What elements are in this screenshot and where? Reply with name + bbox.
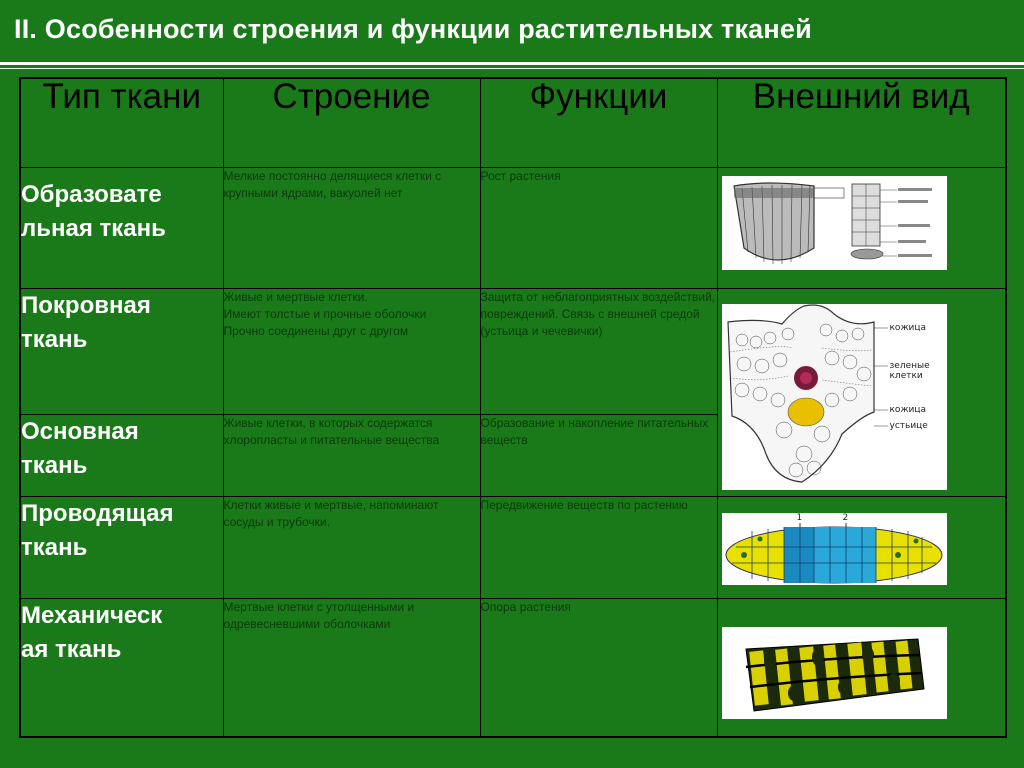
structure-text: Живые и мертвые клетки.	[223, 290, 368, 304]
figure-label: кожица	[889, 405, 927, 415]
table-row	[20, 599, 1006, 738]
structure-text: Клетки живые и мертвые, напоминают сосуды и трубочки.	[223, 498, 439, 529]
structure-cell	[223, 415, 480, 497]
function-text: Образование и накопление питательных веществ	[480, 416, 709, 447]
epidermis-image	[722, 304, 947, 490]
header-functions: Функции	[480, 78, 717, 168]
tissue-type-line: ткань	[21, 534, 88, 561]
table-row	[20, 289, 1006, 415]
structure-text: Прочно соединены друг с другом	[223, 324, 409, 338]
function-cell	[480, 168, 717, 289]
table-row	[20, 168, 1006, 289]
tissue-type-line: Покровная	[21, 292, 151, 319]
table-header-row	[20, 78, 1006, 168]
structure-text: Мертвые клетки с утолщенными и одревесневшими оболочками	[223, 600, 415, 631]
structure-cell	[223, 289, 480, 415]
meristem-image	[722, 176, 947, 270]
structure-cell	[223, 599, 480, 738]
tissue-type	[20, 599, 223, 738]
tissue-type	[20, 415, 223, 497]
tissue-type-line: льная ткань	[21, 215, 166, 242]
tissue-type-line: Основная	[21, 418, 139, 445]
tissue-type-line: ткань	[21, 326, 88, 353]
appearance-cell	[717, 497, 1006, 599]
structure-text: Мелкие постоянно делящиеся клетки с крупными ядрами, вакуолей нет	[223, 169, 442, 200]
tissue-type-line: ая ткань	[21, 636, 122, 663]
title-divider-thin	[0, 68, 1024, 69]
function-text: Рост растения	[480, 169, 561, 183]
title-divider	[0, 62, 1024, 65]
tissue-type-line: ткань	[21, 452, 88, 479]
header-structure: Строение	[223, 78, 480, 168]
function-cell	[480, 599, 717, 738]
appearance-cell	[717, 289, 1006, 497]
appearance-cell	[717, 599, 1006, 738]
figure-label: 1	[796, 513, 803, 523]
table-row	[20, 497, 1006, 599]
conductive-image	[722, 513, 947, 585]
structure-cell	[223, 168, 480, 289]
structure-text: Живые клетки, в которых содержатся хлоропласты и питательные вещества	[223, 416, 440, 447]
structure-cell	[223, 497, 480, 599]
function-cell	[480, 415, 717, 497]
page-title: II. Особенности строения и функции растительных тканей	[14, 13, 812, 44]
function-text: Передвижение веществ по растению	[480, 498, 688, 512]
tissue-type	[20, 168, 223, 289]
function-cell	[480, 497, 717, 599]
figure-label: кожица	[889, 323, 927, 333]
header-appearance: Внешний вид	[717, 78, 1006, 168]
tissue-type	[20, 289, 223, 415]
tissue-type-line: Проводящая	[21, 500, 174, 527]
tissue-type-line: Механическ	[21, 602, 163, 629]
figure-label: зеленые клетки	[889, 361, 930, 381]
structure-text: Имеют толстые и прочные оболочки	[223, 307, 427, 321]
function-cell	[480, 289, 717, 415]
mechanical-image	[722, 627, 947, 719]
function-text: Защита от неблагоприятных воздействий, повреждений. Связь с внешней средой (устьица и чечевички)	[480, 290, 716, 338]
tissue-type	[20, 497, 223, 599]
tissue-type-line: Образовате	[21, 181, 162, 208]
figure-label: устьице	[889, 421, 928, 431]
function-text: Опора растения	[480, 600, 571, 614]
tissue-table	[19, 77, 1007, 738]
figure-label: 2	[842, 513, 849, 523]
header-type: Тип ткани	[20, 78, 223, 168]
appearance-cell	[717, 168, 1006, 289]
